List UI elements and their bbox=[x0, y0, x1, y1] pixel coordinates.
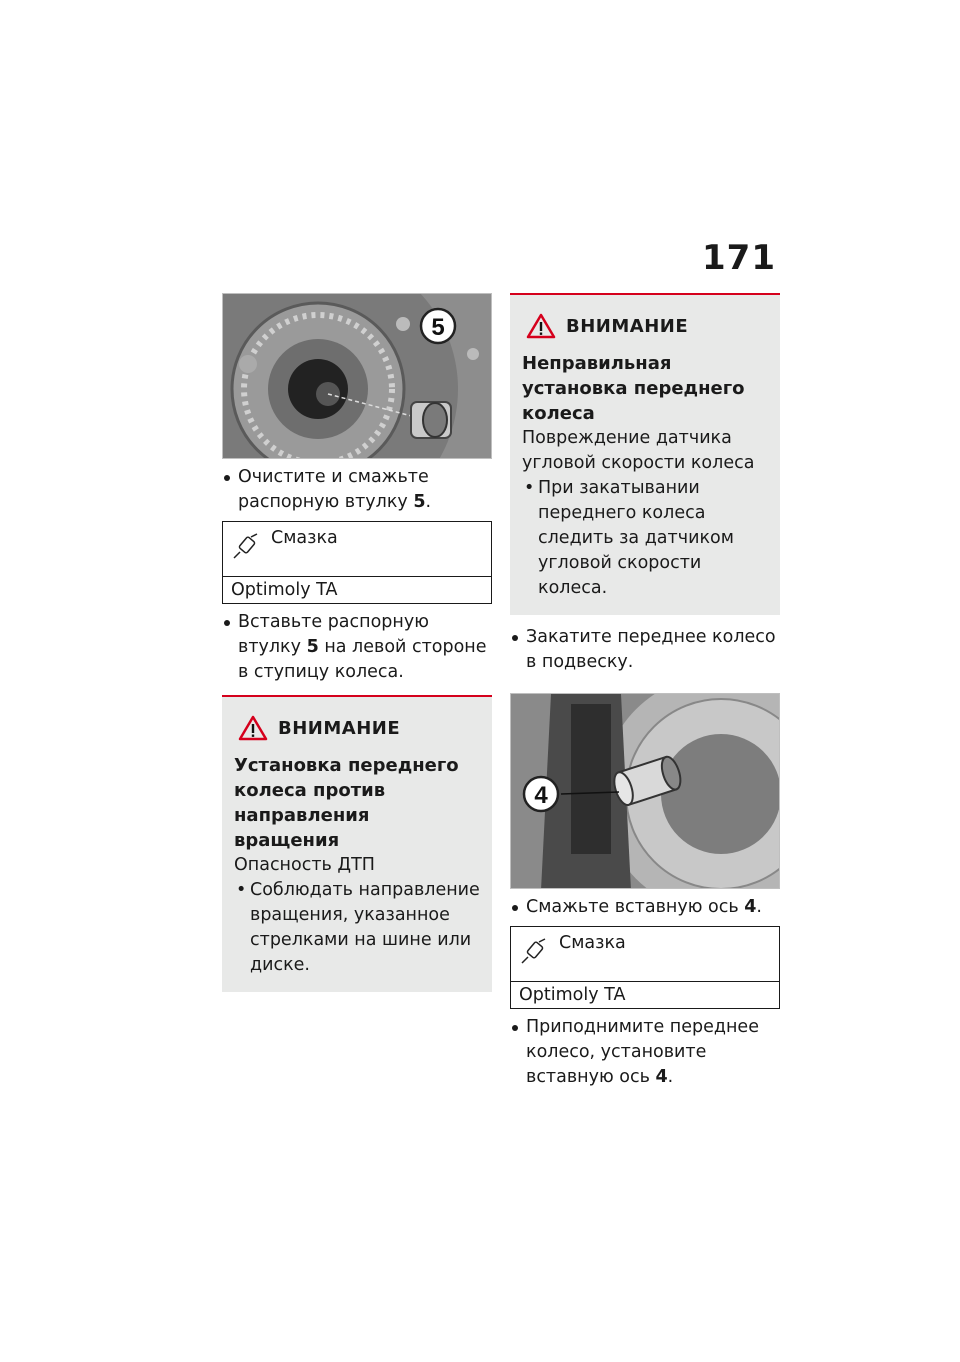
warning-bullet-text: При закатывании переднего колеса следить за датчиком угловой скорости колеса. bbox=[538, 478, 734, 598]
step-grease-axle bbox=[510, 895, 780, 920]
grease-gun-icon bbox=[231, 532, 261, 562]
warning-box-direction bbox=[222, 695, 492, 992]
lubricant-label: Смазка bbox=[559, 933, 626, 953]
bullet-dot bbox=[512, 1025, 518, 1031]
warning-title: Установка переднего колеса против направления вращения bbox=[234, 755, 459, 851]
step-end: . bbox=[425, 492, 432, 512]
warning-bullet: • Соблюдать направление вращения, указанное стрелками на шине или диске. bbox=[236, 880, 480, 975]
warning-hazard: Повреждение датчика угловой скорости колеса bbox=[522, 428, 755, 473]
lubricant-box bbox=[222, 521, 492, 604]
warning-box-sensor bbox=[510, 293, 780, 615]
step-text: Приподнимите переднее колесо, установите вставную ось bbox=[526, 1017, 759, 1087]
warning-hazard: Опасность ДТП bbox=[234, 855, 375, 875]
step-roll-wheel bbox=[510, 625, 780, 675]
axle-figure bbox=[510, 693, 780, 889]
warning-triangle-icon bbox=[526, 313, 556, 339]
warning-title: Неправильная установка переднего колеса bbox=[522, 353, 745, 424]
lubricant-box bbox=[510, 926, 780, 1009]
warning-heading: ВНИМАНИЕ bbox=[278, 717, 401, 739]
step-insert-axle bbox=[510, 1015, 780, 1090]
figure-callout-5: 5 bbox=[431, 314, 445, 341]
warning-bullet-text: Соблюдать направление вращения, указанное стрелками на шине или диске. bbox=[250, 880, 480, 975]
warning-heading: ВНИМАНИЕ bbox=[566, 315, 689, 337]
page-number: 171 bbox=[702, 238, 776, 278]
bullet-dot bbox=[512, 635, 518, 641]
lubricant-label: Смазка bbox=[271, 528, 338, 548]
step-insert-spacer bbox=[222, 610, 492, 685]
warning-triangle-icon bbox=[238, 715, 268, 741]
step-text: Вставьте распорную втулку bbox=[238, 612, 429, 657]
hub-spacer-illustration bbox=[223, 294, 492, 459]
step-clean-spacer bbox=[222, 465, 492, 515]
bullet-dot bbox=[224, 475, 230, 481]
bullet-dot bbox=[224, 620, 230, 626]
step-text: Закатите переднее колесо в подвеску. bbox=[526, 627, 776, 672]
bullet-dot bbox=[512, 905, 518, 911]
step-text-rest: на левой стороне в ступицу колеса. bbox=[238, 637, 487, 682]
axle-illustration bbox=[511, 694, 780, 889]
hub-spacer-figure bbox=[222, 293, 492, 459]
lubricant-product: Optimoly TA bbox=[223, 576, 491, 603]
figure-callout-4: 4 bbox=[534, 782, 548, 809]
warning-bullet: • При закатывании переднего колеса следить за датчиком угловой скорости колеса. bbox=[524, 478, 734, 598]
part-ref: 4 bbox=[655, 1067, 668, 1087]
step-end: . bbox=[756, 897, 762, 917]
left-column bbox=[222, 293, 492, 992]
part-ref: 5 bbox=[306, 637, 319, 657]
step-text: Очистите и смажьте распорную втулку bbox=[238, 467, 429, 512]
right-column bbox=[510, 293, 780, 1096]
part-ref: 4 bbox=[744, 897, 757, 917]
step-end: . bbox=[667, 1067, 674, 1087]
grease-gun-icon bbox=[519, 937, 549, 967]
part-ref: 5 bbox=[413, 492, 426, 512]
step-text: Смажьте вставную ось bbox=[526, 897, 739, 917]
lubricant-product: Optimoly TA bbox=[511, 981, 779, 1008]
